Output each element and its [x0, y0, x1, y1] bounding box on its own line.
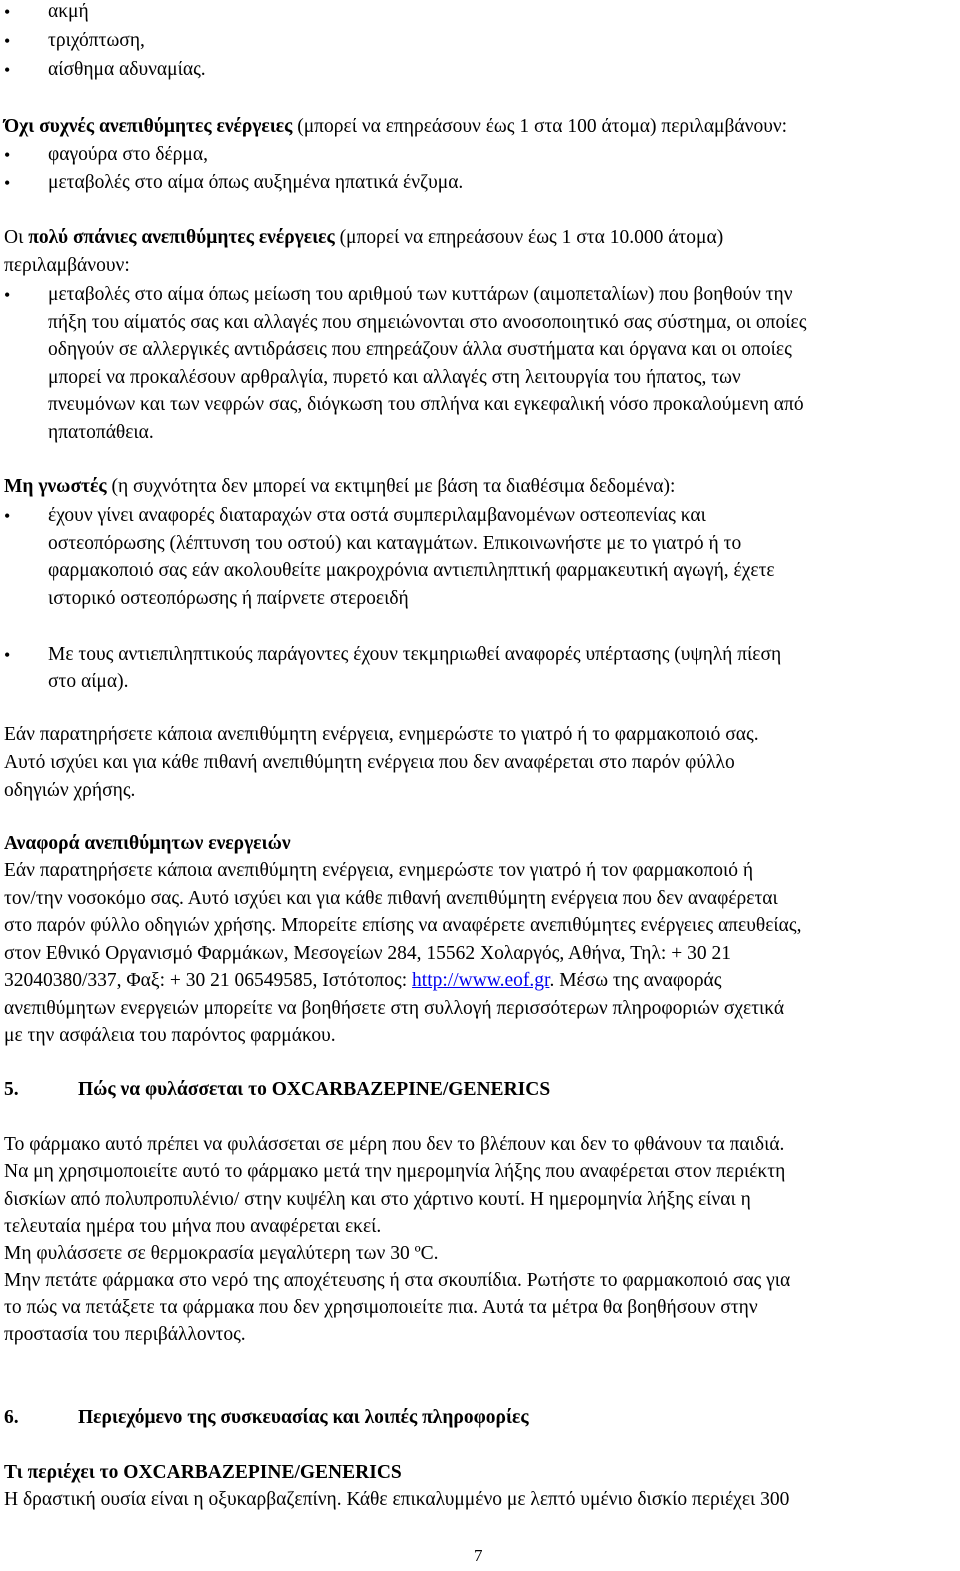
section-5-text: προστασία του περιβάλλοντος.	[4, 1324, 246, 1345]
list-item-text: οδηγούν σε αλλεργικές αντιδράσεις που επηρεάζουν άλλα συστήματα και όργανα και οι οποίες	[48, 339, 792, 360]
bullet-icon: •	[4, 506, 11, 526]
list-item-text: Με τους αντιεπιληπτικούς παράγοντες έχουν τεκμηριωθεί αναφορές υπέρτασης (υψηλή πίεση	[48, 644, 782, 665]
bullet-icon: •	[4, 173, 11, 193]
reporting-heading	[4, 832, 291, 859]
reporting-text: τον/την νοσοκόμο σας. Αυτό ισχύει και για κάθε πιθανή ανεπιθύμητη ενέργεια που δεν αναφέρεται	[4, 888, 778, 909]
list-item-text: ακμή	[48, 1, 89, 22]
reporting-text	[4, 969, 722, 996]
bullet-icon: •	[4, 2, 11, 22]
very-rare-description-cont: περιλαμβάνουν:	[4, 255, 130, 276]
section-title: Περιεχόμενο της συσκευασίας και λοιπές πληροφορίες	[78, 1407, 529, 1428]
list-item-text: έχουν γίνει αναφορές διαταραχών στα οστά συμπεριλαμβανομένων οστεοπενίας και	[48, 505, 706, 526]
reporting-text: ανεπιθύμητων ενεργειών μπορείτε να βοηθήσετε στη συλλογή περισσότερων πληροφοριών σχετικά	[4, 998, 785, 1019]
section-number: 6.	[4, 1407, 19, 1428]
list-item-text: αίσθημα αδυναμίας.	[48, 59, 206, 80]
section-5-text: Να μη χρησιμοποιείτε αυτό το φάρμακο μετά την ημερομηνία λήξης που αναφέρεται στον περιέκτη	[4, 1161, 786, 1182]
reporting-title: Αναφορά ανεπιθύμητων ενεργειών	[4, 833, 291, 854]
eof-website-link[interactable]: http://www.eof.gr	[412, 970, 550, 991]
list-item-text: στο αίμα).	[48, 671, 129, 692]
uncommon-title: Όχι συχνές ανεπιθύμητες ενέργειες	[4, 116, 293, 137]
bullet-icon: •	[4, 645, 11, 665]
section-number: 5.	[4, 1079, 19, 1100]
list-item-text: φαρμακοποιό σας εάν ακολουθείτε μακροχρόνια αντιεπιληπτική φαρμακευτική αγωγή, έχετε	[48, 560, 775, 581]
section-6-subtitle-text: Τι περιέχει το OXCARBAZEPINE/GENERICS	[4, 1462, 402, 1483]
list-item-text: οστεοπόρωσης (λέπτυνση του οστού) και καταγμάτων. Επικοινωνήστε με το γιατρό ή το	[48, 533, 742, 554]
list-item-text: τριχόπτωση,	[48, 30, 145, 51]
very-rare-title: πολύ σπάνιες ανεπιθύμητες ενέργειες	[28, 227, 335, 248]
page-number: 7	[474, 1546, 483, 1565]
reporting-text-part: . Μέσω της αναφοράς	[549, 970, 722, 991]
very-rare-heading	[4, 226, 723, 253]
section-5-text: το πώς να πετάξετε τα φάρμακα που δεν χρησιμοποιείτε πια. Αυτά τα μέτρα θα βοηθήσουν στην	[4, 1297, 758, 1318]
bullet-icon: •	[4, 285, 11, 305]
section-6-subtitle	[4, 1461, 402, 1488]
reporting-text: με την ασφάλεια του παρόντος φαρμάκου.	[4, 1025, 336, 1046]
bullet-icon: •	[4, 31, 11, 51]
section-6-text: Η δραστική ουσία είναι η οξυκαρβαζεπίνη. Κάθε επικαλυμμένο με λεπτό υμένιο δισκίο περιέχει 300	[4, 1489, 790, 1510]
section-5-text: τελευταία ημέρα του μήνα που αναφέρεται εκεί.	[4, 1216, 382, 1237]
unknown-description: (η συχνότητα δεν μπορεί να εκτιμηθεί με βάση τα διαθέσιμα δεδομένα):	[106, 476, 676, 497]
notice-text: Εάν παρατηρήσετε κάποια ανεπιθύμητη ενέργεια, ενημερώστε το γιατρό ή το φαρμακοποιό σας.	[4, 724, 759, 745]
unknown-heading	[4, 475, 675, 502]
bullet-icon: •	[4, 60, 11, 80]
list-item-text: ηπατοπάθεια.	[48, 422, 154, 443]
reporting-text: Εάν παρατηρήσετε κάποια ανεπιθύμητη ενέργεια, ενημερώστε τον γιατρό ή τον φαρμακοποιό ή	[4, 860, 754, 881]
list-item-text: φαγούρα στο δέρμα,	[48, 144, 208, 165]
list-item-text: πήξη του αίματός σας και αλλαγές που σημειώνονται στο ανοσοποιητικό σας σύστημα, οι οποίες	[48, 312, 807, 333]
section-5-heading	[0, 1078, 960, 1105]
very-rare-prefix: Οι	[4, 227, 29, 248]
list-item-text: μεταβολές στο αίμα όπως αυξημένα ηπατικά ένζυμα.	[48, 172, 464, 193]
section-5-text: δισκίων από πολυπροπυλένιο/ στην κυψέλη και στο χάρτινο κουτί. Η ημερομηνία λήξης είναι η	[4, 1189, 751, 1210]
section-6-heading	[0, 1406, 960, 1433]
notice-text: οδηγιών χρήσης.	[4, 780, 136, 801]
reporting-text-part: 32040380/337, Φαξ: + 30 21 06549585, Ιστότοπος:	[4, 970, 413, 991]
reporting-text: στο παρόν φύλλο οδηγιών χρήσης. Μπορείτε επίσης να αναφέρετε ανεπιθύμητες ενέργειες απευθείας,	[4, 915, 802, 936]
section-5-text: Μη φυλάσσετε σε θερμοκρασία μεγαλύτερη των 30 ºC.	[4, 1243, 439, 1264]
unknown-title: Μη γνωστές	[4, 476, 107, 497]
notice-text: Αυτό ισχύει και για κάθε πιθανή ανεπιθύμητη ενέργεια που δεν αναφέρεται στο παρόν φύλλο	[4, 752, 735, 773]
list-item-text: μεταβολές στο αίμα όπως μείωση του αριθμού των κυττάρων (αιμοπεταλίων) που βοηθούν την	[48, 284, 793, 305]
section-5-text: Μην πετάτε φάρμακα στο νερό της αποχέτευσης ή στα σκουπίδια. Ρωτήστε το φαρμακοποιό σας για	[4, 1270, 791, 1291]
bullet-icon: •	[4, 145, 11, 165]
uncommon-description: (μπορεί να επηρεάσουν έως 1 στα 100 άτομα) περιλαμβάνουν:	[292, 116, 788, 137]
uncommon-heading	[4, 115, 787, 142]
section-title: Πώς να φυλάσσεται το OXCARBAZEPINE/GENERICS	[78, 1079, 551, 1100]
list-item-text: πνευμόνων και των νεφρών σας, διόγκωση του σπλήνα και εγκεφαλική νόσο προκαλούμενη από	[48, 394, 804, 415]
list-item-text: μπορεί να προκαλέσουν αρθραλγία, πυρετό και αλλαγές στη λειτουργία του ήπατος, των	[48, 367, 741, 388]
very-rare-description: (μπορεί να επηρεάσουν έως 1 στα 10.000 άτομα)	[334, 227, 724, 248]
reporting-text: στον Εθνικό Οργανισμό Φαρμάκων, Μεσογείων 284, 15562 Χολαργός, Αθήνα, Τηλ: + 30 21	[4, 943, 731, 964]
section-5-text: Το φάρμακο αυτό πρέπει να φυλάσσεται σε μέρη που δεν το βλέπουν και δεν το φθάνουν τα παιδιά.	[4, 1134, 785, 1155]
list-item-text: ιστορικό οστεοπόρωσης ή παίρνετε στεροειδή	[48, 588, 409, 609]
